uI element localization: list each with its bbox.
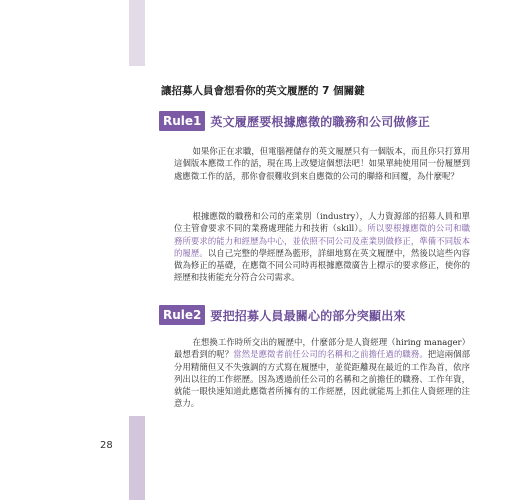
- rule1-paragraph-2-highlight: 所以要根據應徵的公司和職務所要求的能力和經歷為中心，並依照不同公司及產業別做修正，準備不同版本的履歷。: [174, 223, 470, 258]
- rule1-header: [159, 111, 489, 131]
- rule2-paragraph-1-text-a: 在想換工作時所交出的履歷中，什麼部分是人資經理（hiring manager）最想看到的呢？: [174, 337, 470, 360]
- rule2-badge: Rule2: [159, 305, 205, 325]
- page-heading: 讓招募人員會想看你的英文履歷的 7 個關鍵: [161, 85, 365, 97]
- page-number: 28: [100, 440, 113, 451]
- rule1-badge: Rule1: [159, 111, 205, 131]
- rule2-paragraph-1-text-b: 把這兩個部分用精簡但又不失強調的方式寫在履歷中，並從距離現在最近的工作為首，依序列出以往的工作經歷。因為透過前任公司的名稱和之前擔任的職務、工作年資，就能一眼快速知道此應徵者所擁有的工作經歷，因此就能馬上抓住人資經理的注意力。: [174, 349, 471, 409]
- rule1-paragraph-2-text-b: 以自己完整的學經歷為藍形，詳細地寫在英文履歷中，然後以這些內容做為修正的基礎，在應徵不同公司時再根據應徵廣告上標示的要求修正，使你的經歷和技術能充分符合公司需求。: [174, 247, 471, 283]
- sidebar-accent-bottom: [129, 416, 145, 500]
- rule2-paragraph-1: [174, 336, 470, 410]
- sidebar-accent-top: [129, 0, 145, 66]
- rule1-title: 英文履歷要根據應徵的職務和公司做修正: [210, 114, 430, 129]
- rule2-title: 要把招募人員最關心的部分突顯出來: [210, 308, 406, 323]
- rule2-header: [159, 305, 489, 325]
- rule1-paragraph-2-text-a: 根據應徵的職務和公司的產業別（industry），人力資源部的招募人員和單位主管會要求不同的業務處理能力和技術（skill）。: [174, 211, 470, 234]
- rule1-paragraph-1: 如果你正在求職，但電腦裡儲存的英文履歷只有一個版本，而且你只打算用這個版本應徵工作的話，現在馬上改變這個想法吧！如果單純使用同一份履歷到處應徵工作的話，那你會很難收到來自應徵的公司的聯絡和回覆，為什麼呢？: [174, 146, 470, 181]
- rule1-paragraph-2: [174, 210, 470, 284]
- rule2-paragraph-1-highlight: 當然是應徵者前任公司的名稱和之前擔任過的職務。: [233, 349, 428, 360]
